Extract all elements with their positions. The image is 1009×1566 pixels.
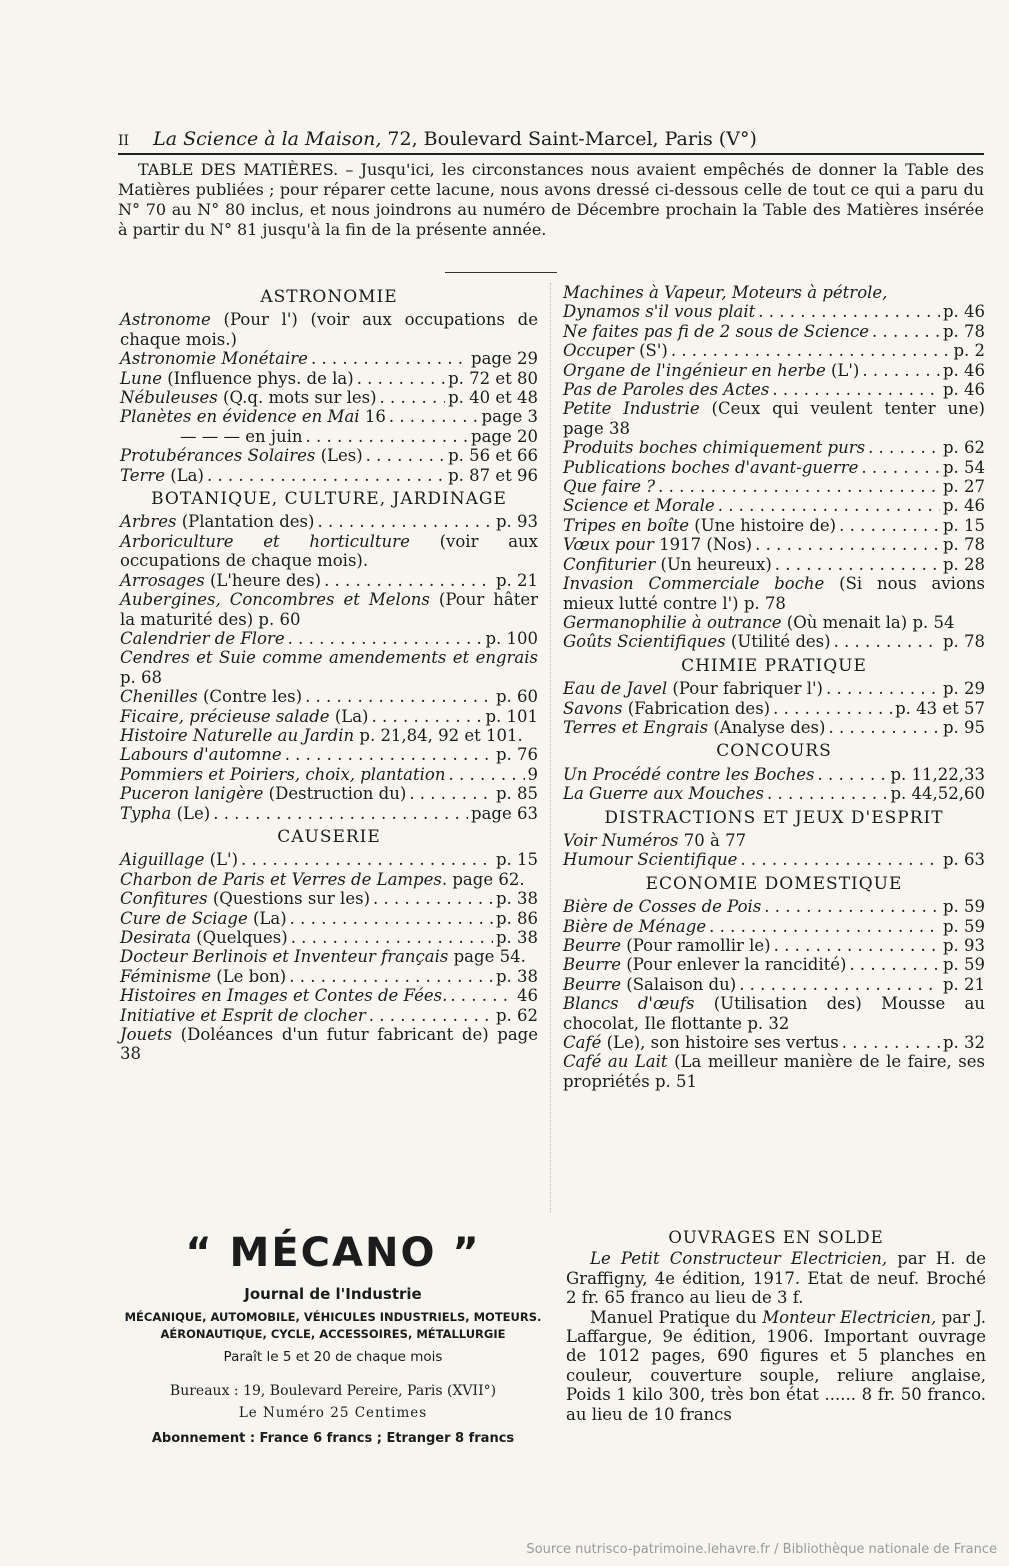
index-entry: Vœux pour 1917 (Nos) . . . p. 78 xyxy=(563,535,985,554)
index-entry: — — — en juin . . . page 20 xyxy=(120,427,538,446)
intro-lead: TABLE DES MATIÈRES. xyxy=(138,160,339,179)
index-entry: Calendrier de Flore . . . p. 100 xyxy=(120,629,538,648)
index-entry: Savons (Fabrication des) . . . p. 43 et 57 xyxy=(563,699,985,718)
ouvrage-item: Le Petit Constructeur Electricien, par H. de Graffigny, 4e édition, 1917. Etat de neuf. Broché 2 fr. 65 franco au lieu de 3 f. xyxy=(566,1249,986,1308)
ad-categories: MÉCANIQUE, AUTOMOBILE, VÉHICULES INDUSTRIELS, MOTEURS. AÉRONAUTIQUE, CYCLE, ACCESSOIRES, MÉTALLURGIE xyxy=(124,1310,542,1341)
index-entry: Labours d'automne . . . p. 76 xyxy=(120,745,538,764)
index-entry: Café (Le), son histoire ses vertus . . . p. 32 xyxy=(563,1033,985,1052)
section-heading-botanique: BOTANIQUE, CULTURE, JARDINAGE xyxy=(151,489,507,510)
section-rule xyxy=(445,272,557,273)
index-entry: Bière de Cosses de Pois . . . p. 59 xyxy=(563,897,985,916)
ad-address: Bureaux : 19, Boulevard Pereire, Paris (XVII°) xyxy=(169,1383,497,1399)
ad-journal: Journal de l'Industrie xyxy=(244,1285,422,1303)
index-entry: Chenilles (Contre les) . . . p. 60 xyxy=(120,687,538,706)
index-entry: Voir Numéros 70 à 77 xyxy=(563,830,747,850)
section-heading-concours: CONCOURS xyxy=(716,741,832,762)
index-entry: Confitures (Questions sur les) . . . p. 38 xyxy=(120,889,538,908)
index-entry: Beurre (Salaison du) . . . p. 21 xyxy=(563,975,985,994)
index-entry: Beurre (Pour enlever la rancidité) . . . p. 59 xyxy=(563,955,985,974)
index-entry: Science et Morale . . . p. 46 xyxy=(563,496,985,515)
index-entry: Lune (Influence phys. de la) . . . p. 72 et 80 xyxy=(120,369,538,388)
ouvrages-heading: OUVRAGES EN SOLDE xyxy=(668,1228,884,1247)
index-entry: Beurre (Pour ramollir le) . . . p. 93 xyxy=(563,936,985,955)
section-heading-causerie: CAUSERIE xyxy=(277,826,381,847)
index-entry: Confiturier (Un heureux) . . . p. 28 xyxy=(563,555,985,574)
index-entry: Humour Scientifique . . . p. 63 xyxy=(563,850,985,869)
section-heading-economie: ECONOMIE DOMESTIQUE xyxy=(645,873,903,894)
index-entry: Goûts Scientifiques (Utilité des) . . . p. 78 xyxy=(563,632,985,651)
journal-title: La Science à la Maison, xyxy=(153,128,382,150)
index-entry: Féminisme (Le bon) . . . p. 38 xyxy=(120,967,538,986)
index-entry: Dynamos s'il vous plait . . . p. 46 xyxy=(563,302,985,321)
index-entry: Cure de Sciage (La) . . . p. 86 xyxy=(120,909,538,928)
index-entry: Publications boches d'avant-guerre . . . p. 54 xyxy=(563,458,985,477)
page-number: II xyxy=(118,133,130,149)
right-column xyxy=(563,283,985,1091)
index-entry: Planètes en évidence en Mai 16 . . . page 3 xyxy=(120,407,538,426)
index-entry: Aubergines, Concombres et Melons (Pour hâter la maturité des) p. 60 xyxy=(120,590,538,629)
index-entry: Protubérances Solaires (Les) . . . p. 56 et 66 xyxy=(120,446,538,465)
section-heading-distractions: DISTRACTIONS ET JEUX D'ESPRIT xyxy=(604,807,944,828)
index-entry: Aiguillage (L') . . . p. 15 xyxy=(120,850,538,869)
source-credit: Source nutrisco-patrimoine.lehavre.fr / Bibliothèque nationale de France xyxy=(526,1542,997,1557)
index-entry: Ne faites pas fi de 2 sous de Science . . . p. 78 xyxy=(563,322,985,341)
index-entry: Café au Lait (La meilleur manière de le faire, ses propriétés p. 51 xyxy=(563,1052,985,1091)
ad-subscription: Abonnement : France 6 francs ; Etranger 8 francs xyxy=(151,1431,515,1446)
index-entry: Desirata (Quelques) . . . p. 38 xyxy=(120,928,538,947)
index-entry: Histoires en Images et Contes de Fées. . . . 46 xyxy=(120,986,538,1005)
index-entry: Terres et Engrais (Analyse des) . . . p. 95 xyxy=(563,718,985,737)
column-divider xyxy=(550,283,551,1213)
index-entry: Cendres et Suie comme amendements et engrais p. 68 xyxy=(120,648,538,687)
mecano-advertisement xyxy=(118,1225,548,1446)
index-entry: Occuper (S') . . . p. 2 xyxy=(563,341,985,360)
index-entry: Tripes en boîte (Une histoire de) . . . p. 15 xyxy=(563,516,985,535)
index-entry: Germanophilie à outrance (Où menait la) p. 54 xyxy=(563,612,955,632)
index-entry: Blancs d'œufs (Utilisation des) Mousse au chocolat, Ile flottante p. 32 xyxy=(563,994,985,1033)
running-header xyxy=(118,127,984,153)
index-entry: Docteur Berlinois et Inventeur français page 54. xyxy=(120,947,526,967)
index-entry: Astronome (Pour l') (voir aux occupations de chaque mois.) xyxy=(120,310,538,349)
index-entry: Puceron lanigère (Destruction du) . . . p. 85 xyxy=(120,784,538,803)
index-entry: Arboriculture et horticulture (voir aux occupations de chaque mois). xyxy=(120,531,538,571)
intro-paragraph xyxy=(118,160,984,240)
ad-brand: “ MÉCANO ” xyxy=(185,1230,481,1276)
index-entry: Invasion Commerciale boche (Si nous avions mieux lutté contre l') p. 78 xyxy=(563,574,985,613)
index-entry: Arbres (Plantation des) . . . p. 93 xyxy=(120,512,538,531)
index-entry: La Guerre aux Mouches . . . p. 44,52,60 xyxy=(563,784,985,803)
index-entry: Eau de Javel (Pour fabriquer l') . . . p. 29 xyxy=(563,679,985,698)
header-rule xyxy=(118,153,984,155)
ouvrage-item: Manuel Pratique du Monteur Electricien, par J. Laffargue, 9e édition, 1906. Important ouvrage de 1012 pages, 690 figures et 5 planches en couleur, couverture souple, reliure anglaise, Poids 1 kilo 300, très bon état ...... 8 fr. 50 franco. au lieu de 10 francs xyxy=(566,1307,987,1424)
journal-address: 72, Boulevard Saint-Marcel, Paris (V°) xyxy=(387,128,757,150)
ad-frequency: Paraît le 5 et 20 de chaque mois xyxy=(223,1349,443,1365)
index-entry: Terre (La) . . . p. 87 et 96 xyxy=(120,466,538,485)
index-entry: Jouets (Doléances d'un futur fabricant de) page 38 xyxy=(120,1025,538,1064)
index-entry: Bière de Ménage . . . p. 59 xyxy=(563,917,985,936)
index-entry: Un Procédé contre les Boches . . . p. 11,22,33 xyxy=(563,765,985,784)
index-entry: Typha (Le) . . . page 63 xyxy=(120,804,538,823)
intro-text: – Jusqu'ici, les circonstances nous avaient empêchés de donner la Table des Matières publiées ; pour réparer cette lacune, nous avons dressé ci-dessous celle de tout ce qui a paru du N° 70 au N° 80 inclus, et nous joindrons au numéro de Décembre prochain la Table des Matières insérée à partir du N° 81 jusqu'à la fin de la présente année. xyxy=(118,160,985,239)
index-entry: Histoire Naturelle au Jardin p. 21,84, 92 et 101. xyxy=(120,725,523,745)
ouvrages-en-solde xyxy=(566,1228,986,1424)
index-entry: Organe de l'ingénieur en herbe (L') . . . p. 46 xyxy=(563,361,985,380)
ad-price: Le Numéro 25 Centimes xyxy=(238,1405,428,1421)
index-entry: Astronomie Monétaire . . . page 29 xyxy=(120,349,538,368)
index-entry: Pas de Paroles des Actes . . . p. 46 xyxy=(563,380,985,399)
section-heading-astronomie: ASTRONOMIE xyxy=(260,287,398,307)
index-entry: Ficaire, précieuse salade (La) . . . p. 101 xyxy=(120,707,538,726)
left-column xyxy=(120,283,538,1064)
index-entry: Que faire ? . . . p. 27 xyxy=(563,477,985,496)
index-entry: Initiative et Esprit de clocher . . . p. 62 xyxy=(120,1006,538,1025)
index-entry: Pommiers et Poiriers, choix, plantation . . . 9 xyxy=(120,765,538,784)
index-entry: Charbon de Paris et Verres de Lampes. page 62. xyxy=(120,869,525,889)
index-entry: Machines à Vapeur, Moteurs à pétrole, xyxy=(563,283,888,302)
section-heading-chimie: CHIMIE PRATIQUE xyxy=(681,655,867,676)
index-entry: Petite Industrie (Ceux qui veulent tenter une) page 38 xyxy=(563,399,985,438)
index-entry: Nébuleuses (Q.q. mots sur les) . . . p. 40 et 48 xyxy=(120,388,538,407)
index-entry: Arrosages (L'heure des) . . . p. 21 xyxy=(120,571,538,590)
index-entry: Produits boches chimiquement purs . . . p. 62 xyxy=(563,438,985,457)
